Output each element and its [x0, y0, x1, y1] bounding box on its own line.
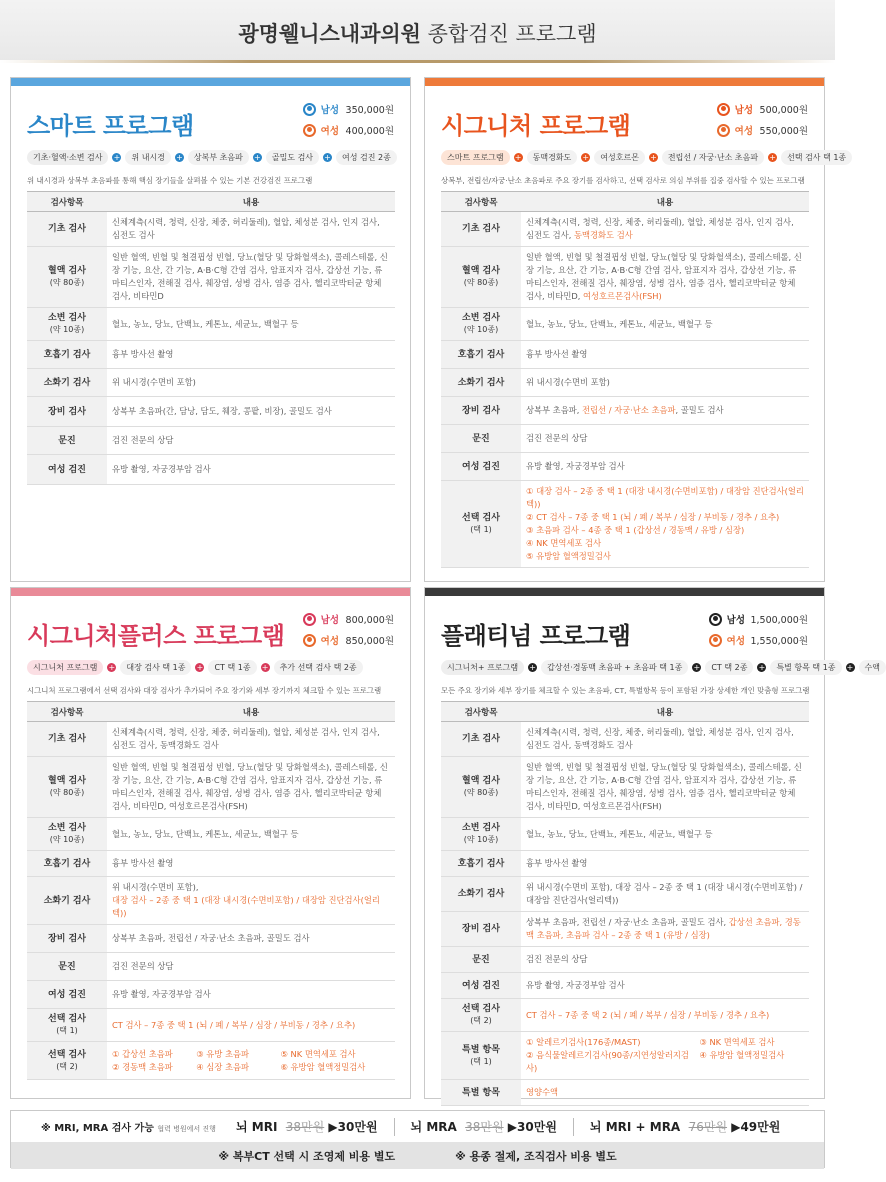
table-row: [27, 851, 395, 877]
polyp-note: ※ 용종 절제, 조직검사 비용 별도: [455, 1149, 617, 1163]
exam-category: 혈액 검사 (약 80종): [27, 247, 107, 308]
exam-category: 여성 검진: [27, 981, 107, 1009]
table-row: [27, 212, 395, 247]
option-item: ② CT 검사 – 7종 중 택 1 (뇌 / 폐 / 복부 / 심장 / 부비동 / 경추 / 요추): [526, 512, 780, 522]
page-title: 광명웰니스내과의원 종합검진 프로그램: [238, 22, 597, 46]
person-icon: [303, 634, 316, 647]
table-row: [27, 247, 395, 308]
plus-icon: +: [693, 663, 701, 672]
include-tag: 여성 검진 2종: [336, 150, 397, 165]
exam-category: 선택 검사 (택 2): [441, 999, 521, 1032]
table-row: [441, 397, 809, 425]
program-title: 시그니처 프로그램: [441, 112, 631, 140]
include-tag: CT 택 1종: [208, 660, 256, 675]
table-row: [27, 1009, 395, 1042]
exam-content: 신체계측(시력, 청력, 신장, 체중, 허리둘레), 혈압, 체성분 검사, 인지 검사, 심전도 검사, 동맥경화도 검사: [107, 722, 395, 757]
exam-content: 신체계측(시력, 청력, 신장, 체중, 허리둘레), 혈압, 체성분 검사, 인지 검사, 심전도 검사, 동맥경화도 검사: [521, 722, 809, 757]
table-row: [441, 912, 809, 947]
exam-content: 혈뇨, 농뇨, 당뇨, 단백뇨, 케톤뇨, 세균뇨, 백혈구 등: [107, 818, 395, 851]
mri-note: ※ MRI, MRA 검사 가능 협력 병원에서 진행: [41, 1123, 216, 1134]
exam-category: 혈액 검사 (약 80종): [441, 757, 521, 818]
table-row: [27, 925, 395, 953]
option-item: ⑤ NK 면역세포 검사: [280, 1048, 356, 1059]
exam-content: 상복부 초음파, 전립선 / 자궁·난소 초음파, 골밀도 검사: [107, 925, 395, 953]
included-tags: [27, 660, 363, 675]
table-row: [441, 1080, 809, 1106]
table-row: [441, 481, 809, 568]
plus-icon: +: [582, 153, 590, 162]
include-tag: 동맥경화도: [527, 150, 578, 165]
option-item: ④ 심장 초음파: [196, 1061, 250, 1072]
include-tag: 스마트 프로그램: [441, 150, 510, 165]
card-accent-bar: [11, 78, 410, 86]
plus-icon: +: [758, 663, 766, 672]
exam-content: [521, 1032, 809, 1080]
include-tag: CT 택 2종: [705, 660, 753, 675]
exam-category: 소변 검사 (약 10종): [441, 818, 521, 851]
include-tag: 기초·혈액·소변 검사: [27, 150, 108, 165]
exam-category: 특별 항목 (택 1): [441, 1032, 521, 1080]
exam-content: 위 내시경(수면비 포함), 대장 검사 – 2종 중 택 1 (대장 내시경(수면비포함) / 대장암 진단검사(얼리텍)): [521, 877, 809, 912]
exam-content: 흉부 방사선 촬영: [107, 851, 395, 877]
plus-icon: +: [108, 663, 116, 672]
price-male: 남성 1,500,000원: [709, 612, 808, 626]
card-accent-bar: [425, 588, 824, 596]
table-header-row: 검사항목 내용: [27, 702, 395, 722]
include-tag: 갑상선·경동맥 초음파 + 초음파 택 1종: [541, 660, 688, 675]
person-icon: [717, 124, 730, 137]
exam-content: 신체계측(시력, 청력, 신장, 체중, 허리둘레), 혈압, 체성분 검사, 인지 검사, 심전도 검사, 동맥경화도 검사: [521, 212, 809, 247]
program-title: 시그니처플러스 프로그램: [27, 622, 285, 650]
exam-content: 일반 혈액, 빈혈 및 철결핍성 빈혈, 당뇨(혈당 및 당화혈색소), 콜레스테롤, 신장 기능, 요산, 간 기능, A·B·C형 간염 검사, 암표지자 검사, 갑상선 기능, 류마티스인자, 전해질 검사, 췌장염, 성병 검사, 염증 검사, 헬리코박터균 항체 검사, 비타민D, 여성호르몬검사(FSH): [521, 757, 809, 818]
exam-table: [441, 701, 809, 1106]
exam-category: 문진: [27, 953, 107, 981]
table-row: [441, 247, 809, 308]
included-tags: [27, 150, 397, 165]
exam-content: 유방 촬영, 자궁경부암 검사: [107, 981, 395, 1009]
table-row: [441, 973, 809, 999]
person-icon: [303, 613, 316, 626]
exam-category: 혈액 검사 (약 80종): [27, 757, 107, 818]
exam-category: 여성 검진: [441, 453, 521, 481]
table-row: [27, 818, 395, 851]
mri-price-item: 뇌 MRA 38만원 ▶30만원: [410, 1120, 557, 1134]
mri-price-item: 뇌 MRI 38만원 ▶30만원: [236, 1120, 378, 1134]
table-header-row: 검사항목 내용: [441, 702, 809, 722]
exam-category: 선택 검사 (택 1): [441, 481, 521, 568]
exam-category: 장비 검사: [441, 912, 521, 947]
card-accent-bar: [11, 588, 410, 596]
option-item: ② 음식물알레르기검사(90종/지연성알러지검사): [526, 1050, 689, 1073]
exam-category: 문진: [27, 427, 107, 455]
price-female: 여성 850,000원: [303, 633, 394, 647]
plus-icon: +: [529, 663, 536, 672]
table-row: [441, 818, 809, 851]
plus-icon: +: [650, 153, 657, 162]
include-tag: 선택 검사 택 1종: [781, 150, 852, 165]
option-item: ① 알레르기검사(176종/MAST): [526, 1037, 641, 1047]
option-item: ① 대장 검사 – 2종 중 택 1 (대장 내시경(수면비포함) / 대장암 진단검사(얼리텍)): [526, 486, 804, 509]
program-title: 스마트 프로그램: [27, 112, 194, 140]
person-icon: [303, 103, 316, 116]
program-description: 시그니처 프로그램에서 선택 검사와 대장 검사가 추가되어 주요 장기와 세부 장기까지 체크할 수 있는 프로그램: [27, 686, 382, 695]
table-row: [27, 427, 395, 455]
exam-category: 선택 검사 (택 1): [27, 1009, 107, 1042]
extra-cost-notes: [11, 1142, 824, 1169]
header-divider: [0, 60, 835, 63]
exam-category: 문진: [441, 947, 521, 973]
program-card-signature: [424, 77, 847, 582]
exam-content: CT 검사 – 7종 중 택 1 (뇌 / 폐 / 복부 / 심장 / 부비동 / 경추 / 요추): [107, 1009, 395, 1042]
include-tag: 추가 선택 검사 택 2종: [274, 660, 363, 675]
plus-icon: +: [176, 153, 183, 162]
option-item: ① 갑상선 초음파: [112, 1048, 173, 1059]
exam-category: 장비 검사: [27, 925, 107, 953]
exam-category: 기초 검사: [441, 722, 521, 757]
include-tag: 특별 항목 택 1종: [770, 660, 841, 675]
table-row: [441, 877, 809, 912]
table-row: [27, 369, 395, 397]
divider: [573, 1118, 574, 1136]
price-female: 여성 550,000원: [717, 123, 808, 137]
card-accent-bar: [425, 78, 824, 86]
person-icon: [717, 103, 730, 116]
exam-content: 위 내시경(수면비 포함): [521, 369, 809, 397]
table-row: [27, 722, 395, 757]
exam-content: 혈뇨, 농뇨, 당뇨, 단백뇨, 케톤뇨, 세균뇨, 백혈구 등: [521, 308, 809, 341]
exam-category: 기초 검사: [27, 722, 107, 757]
divider: [394, 1118, 395, 1136]
exam-content: 검진 전문의 상담: [521, 425, 809, 453]
plus-icon: +: [769, 153, 776, 162]
include-tag: 위 내시경: [125, 150, 170, 165]
exam-category: 소화기 검사: [441, 877, 521, 912]
exam-content: 흉부 방사선 촬영: [521, 851, 809, 877]
plus-icon: +: [324, 153, 331, 162]
person-icon: [709, 634, 722, 647]
price-male: 남성 800,000원: [303, 612, 394, 626]
table-row: [441, 369, 809, 397]
exam-content: 위 내시경(수면비 포함): [107, 369, 395, 397]
program-description: 위 내시경과 상복부 초음파를 통해 핵심 장기들을 살펴볼 수 있는 기본 건강검진 프로그램: [27, 176, 313, 185]
exam-category: 소화기 검사: [27, 369, 107, 397]
ct-contrast-note: ※ 복부CT 선택 시 조영제 비용 별도: [218, 1149, 396, 1163]
exam-content: 영양수액: [521, 1080, 809, 1106]
exam-category: 특별 항목: [441, 1080, 521, 1106]
exam-content: 유방 촬영, 자궁경부암 검사: [521, 453, 809, 481]
exam-content: 상복부 초음파(간, 담낭, 담도, 췌장, 콩팥, 비장), 골밀도 검사: [107, 397, 395, 427]
price-male: 남성 350,000원: [303, 102, 394, 116]
table-row: [441, 851, 809, 877]
table-row: [441, 999, 809, 1032]
option-item: ⑤ 유방암 혈액정밀검사: [526, 551, 611, 561]
table-header-row: 검사항목 내용: [441, 192, 809, 212]
exam-content: 위 내시경(수면비 포함), 대장 검사 – 2종 중 택 1 (대장 내시경(수면비포함) / 대장암 진단검사(얼리텍)): [107, 877, 395, 925]
included-tags: [441, 150, 852, 165]
program-card-platinum: [424, 587, 880, 1099]
exam-content: 유방 촬영, 자궁경부암 검사: [521, 973, 809, 999]
option-item: ⑥ 유방암 혈액정밀검사: [280, 1061, 366, 1072]
included-tags: [441, 660, 886, 675]
table-row: [27, 308, 395, 341]
plus-icon: +: [196, 663, 204, 672]
exam-category: 여성 검진: [27, 455, 107, 485]
exam-table: [441, 191, 809, 568]
plus-icon: +: [113, 153, 121, 162]
exam-content: 검진 전문의 상담: [521, 947, 809, 973]
exam-category: 장비 검사: [27, 397, 107, 427]
table-row: [441, 308, 809, 341]
exam-content: 흉부 방사선 촬영: [521, 341, 809, 369]
option-item: ④ 유방암 혈액정밀검사: [699, 1050, 785, 1060]
exam-category: 호흡기 검사: [27, 341, 107, 369]
exam-category: 호흡기 검사: [441, 851, 521, 877]
price-female: 여성 1,550,000원: [709, 633, 808, 647]
include-tag: 수액: [859, 660, 886, 675]
table-row: [441, 453, 809, 481]
price-female: 여성 400,000원: [303, 123, 394, 137]
table-row: [27, 953, 395, 981]
option-item: ④ NK 면역세포 검사: [526, 538, 602, 548]
exam-category: 소변 검사 (약 10종): [27, 818, 107, 851]
exam-category: 문진: [441, 425, 521, 453]
exam-content: 흉부 방사선 촬영: [107, 341, 395, 369]
footer-notes: [10, 1110, 825, 1168]
table-row: [441, 341, 809, 369]
program-card-signature-plus: [10, 587, 411, 1099]
program-description: 모든 주요 장기와 세부 장기를 체크할 수 있는 초음파, CT, 특별항목 등이 포함된 가장 상세한 개인 맞춤형 프로그램: [441, 686, 810, 695]
mri-price-item: 뇌 MRI + MRA 76만원 ▶49만원: [589, 1120, 781, 1134]
table-row: [441, 212, 809, 247]
include-tag: 상복부 초음파: [188, 150, 249, 165]
exam-category: 소변 검사 (약 10종): [27, 308, 107, 341]
exam-category: 호흡기 검사: [27, 851, 107, 877]
exam-category: 기초 검사: [27, 212, 107, 247]
table-row: [27, 757, 395, 818]
exam-content: 상복부 초음파, 전립선 / 자궁·난소 초음파, 골밀도 검사: [521, 397, 809, 425]
person-icon: [303, 124, 316, 137]
exam-category: 호흡기 검사: [441, 341, 521, 369]
exam-table: [27, 701, 395, 1080]
table-row: [27, 877, 395, 925]
exam-content: 일반 혈액, 빈혈 및 철결핍성 빈혈, 당뇨(혈당 및 당화혈색소), 콜레스테롤, 신장 기능, 요산, 간 기능, A·B·C형 간염 검사, 암표지자 검사, 갑상선 기능, 류마티스인자, 전해질 검사, 췌장염, 성병 검사, 염증 검사, 헬리코박터균 항체 검사, 비타민D, 여성호르몬검사(FSH): [521, 247, 809, 308]
exam-content: 일반 혈액, 빈혈 및 철결핍성 빈혈, 당뇨(혈당 및 당화혈색소), 콜레스테롤, 신장 기능, 요산, 간 기능, A·B·C형 간염 검사, 암표지자 검사, 갑상선 기능, 류마티스인자, 전해질 검사, 췌장염, 성병 검사, 염증 검사, 헬리코박터균 항체 검사, 비타민D, 여성호르몬검사(FSH): [107, 757, 395, 818]
option-item: ③ 유방 초음파: [196, 1048, 250, 1059]
table-row: [27, 397, 395, 427]
exam-content: [107, 1042, 395, 1080]
exam-category: 혈액 검사 (약 80종): [441, 247, 521, 308]
plus-icon: +: [253, 153, 261, 162]
exam-content: 혈뇨, 농뇨, 당뇨, 단백뇨, 케톤뇨, 세균뇨, 백혈구 등: [521, 818, 809, 851]
exam-category: 장비 검사: [441, 397, 521, 425]
price-male: 남성 500,000원: [717, 102, 808, 116]
exam-content: [521, 481, 809, 568]
page-header: [0, 0, 835, 62]
table-header-row: 검사항목 내용: [27, 192, 395, 212]
table-row: [27, 1042, 395, 1080]
plus-icon: +: [261, 663, 269, 672]
program-title: 플래티넘 프로그램: [441, 622, 631, 650]
include-tag: 여성호르몬: [594, 150, 645, 165]
exam-table: [27, 191, 395, 485]
program-card-smart: [10, 77, 411, 582]
include-tag: 전립선 / 자궁·난소 초음파: [662, 150, 764, 165]
table-row: [441, 425, 809, 453]
include-tag: 대장 검사 택 1종: [120, 660, 191, 675]
plus-icon: +: [514, 153, 522, 162]
exam-content: 일반 혈액, 빈혈 및 철결핍성 빈혈, 당뇨(혈당 및 당화혈색소), 콜레스테롤, 신장 기능, 요산, 간 기능, A·B·C형 간염 검사, 암표지자 검사, 갑상선 기능, 류마티스인자, 전해질 검사, 췌장염, 성병 검사, 염증 검사, 헬리코박터균 항체 검사, 비타민D: [107, 247, 395, 308]
table-row: [441, 1032, 809, 1080]
table-row: [441, 947, 809, 973]
person-icon: [709, 613, 722, 626]
exam-category: 소화기 검사: [441, 369, 521, 397]
exam-category: 기초 검사: [441, 212, 521, 247]
plus-icon: +: [846, 663, 854, 672]
table-row: [27, 455, 395, 485]
exam-content: 유방 촬영, 자궁경부암 검사: [107, 455, 395, 485]
exam-category: 소변 검사 (약 10종): [441, 308, 521, 341]
program-description: 상복부, 전립선/자궁·난소 초음파로 주요 장기를 검사하고, 선택 검사로 의심 부위를 집중 검사할 수 있는 프로그램: [441, 176, 805, 185]
mri-row: [11, 1111, 824, 1142]
table-row: [441, 757, 809, 818]
table-row: [441, 722, 809, 757]
option-item: ③ 초음파 검사 – 4종 중 택 1 (갑상선 / 경동맥 / 유방 / 심장): [526, 525, 745, 535]
exam-content: CT 검사 – 7종 중 택 2 (뇌 / 폐 / 복부 / 심장 / 부비동 / 경추 / 요추): [521, 999, 809, 1032]
include-tag: 시그니처 프로그램: [27, 660, 103, 675]
include-tag: 골밀도 검사: [266, 150, 319, 165]
exam-content: 혈뇨, 농뇨, 당뇨, 단백뇨, 케톤뇨, 세균뇨, 백혈구 등: [107, 308, 395, 341]
exam-content: 신체계측(시력, 청력, 신장, 체중, 허리둘레), 혈압, 체성분 검사, 인지 검사, 심전도 검사: [107, 212, 395, 247]
table-row: [27, 981, 395, 1009]
include-tag: 시그니처+ 프로그램: [441, 660, 524, 675]
table-row: [27, 341, 395, 369]
exam-content: 검진 전문의 상담: [107, 953, 395, 981]
exam-category: 소화기 검사: [27, 877, 107, 925]
exam-category: 선택 검사 (택 2): [27, 1042, 107, 1080]
option-item: ② 경동맥 초음파: [112, 1061, 173, 1072]
exam-content: 검진 전문의 상담: [107, 427, 395, 455]
option-item: ③ NK 면역세포 검사: [699, 1037, 775, 1047]
exam-content: 상복부 초음파, 전립선 / 자궁·난소 초음파, 골밀도 검사, 갑상선 초음파, 경동맥 초음파, 초음파 검사 – 2종 중 택 1 (유방 / 심장): [521, 912, 809, 947]
exam-category: 여성 검진: [441, 973, 521, 999]
